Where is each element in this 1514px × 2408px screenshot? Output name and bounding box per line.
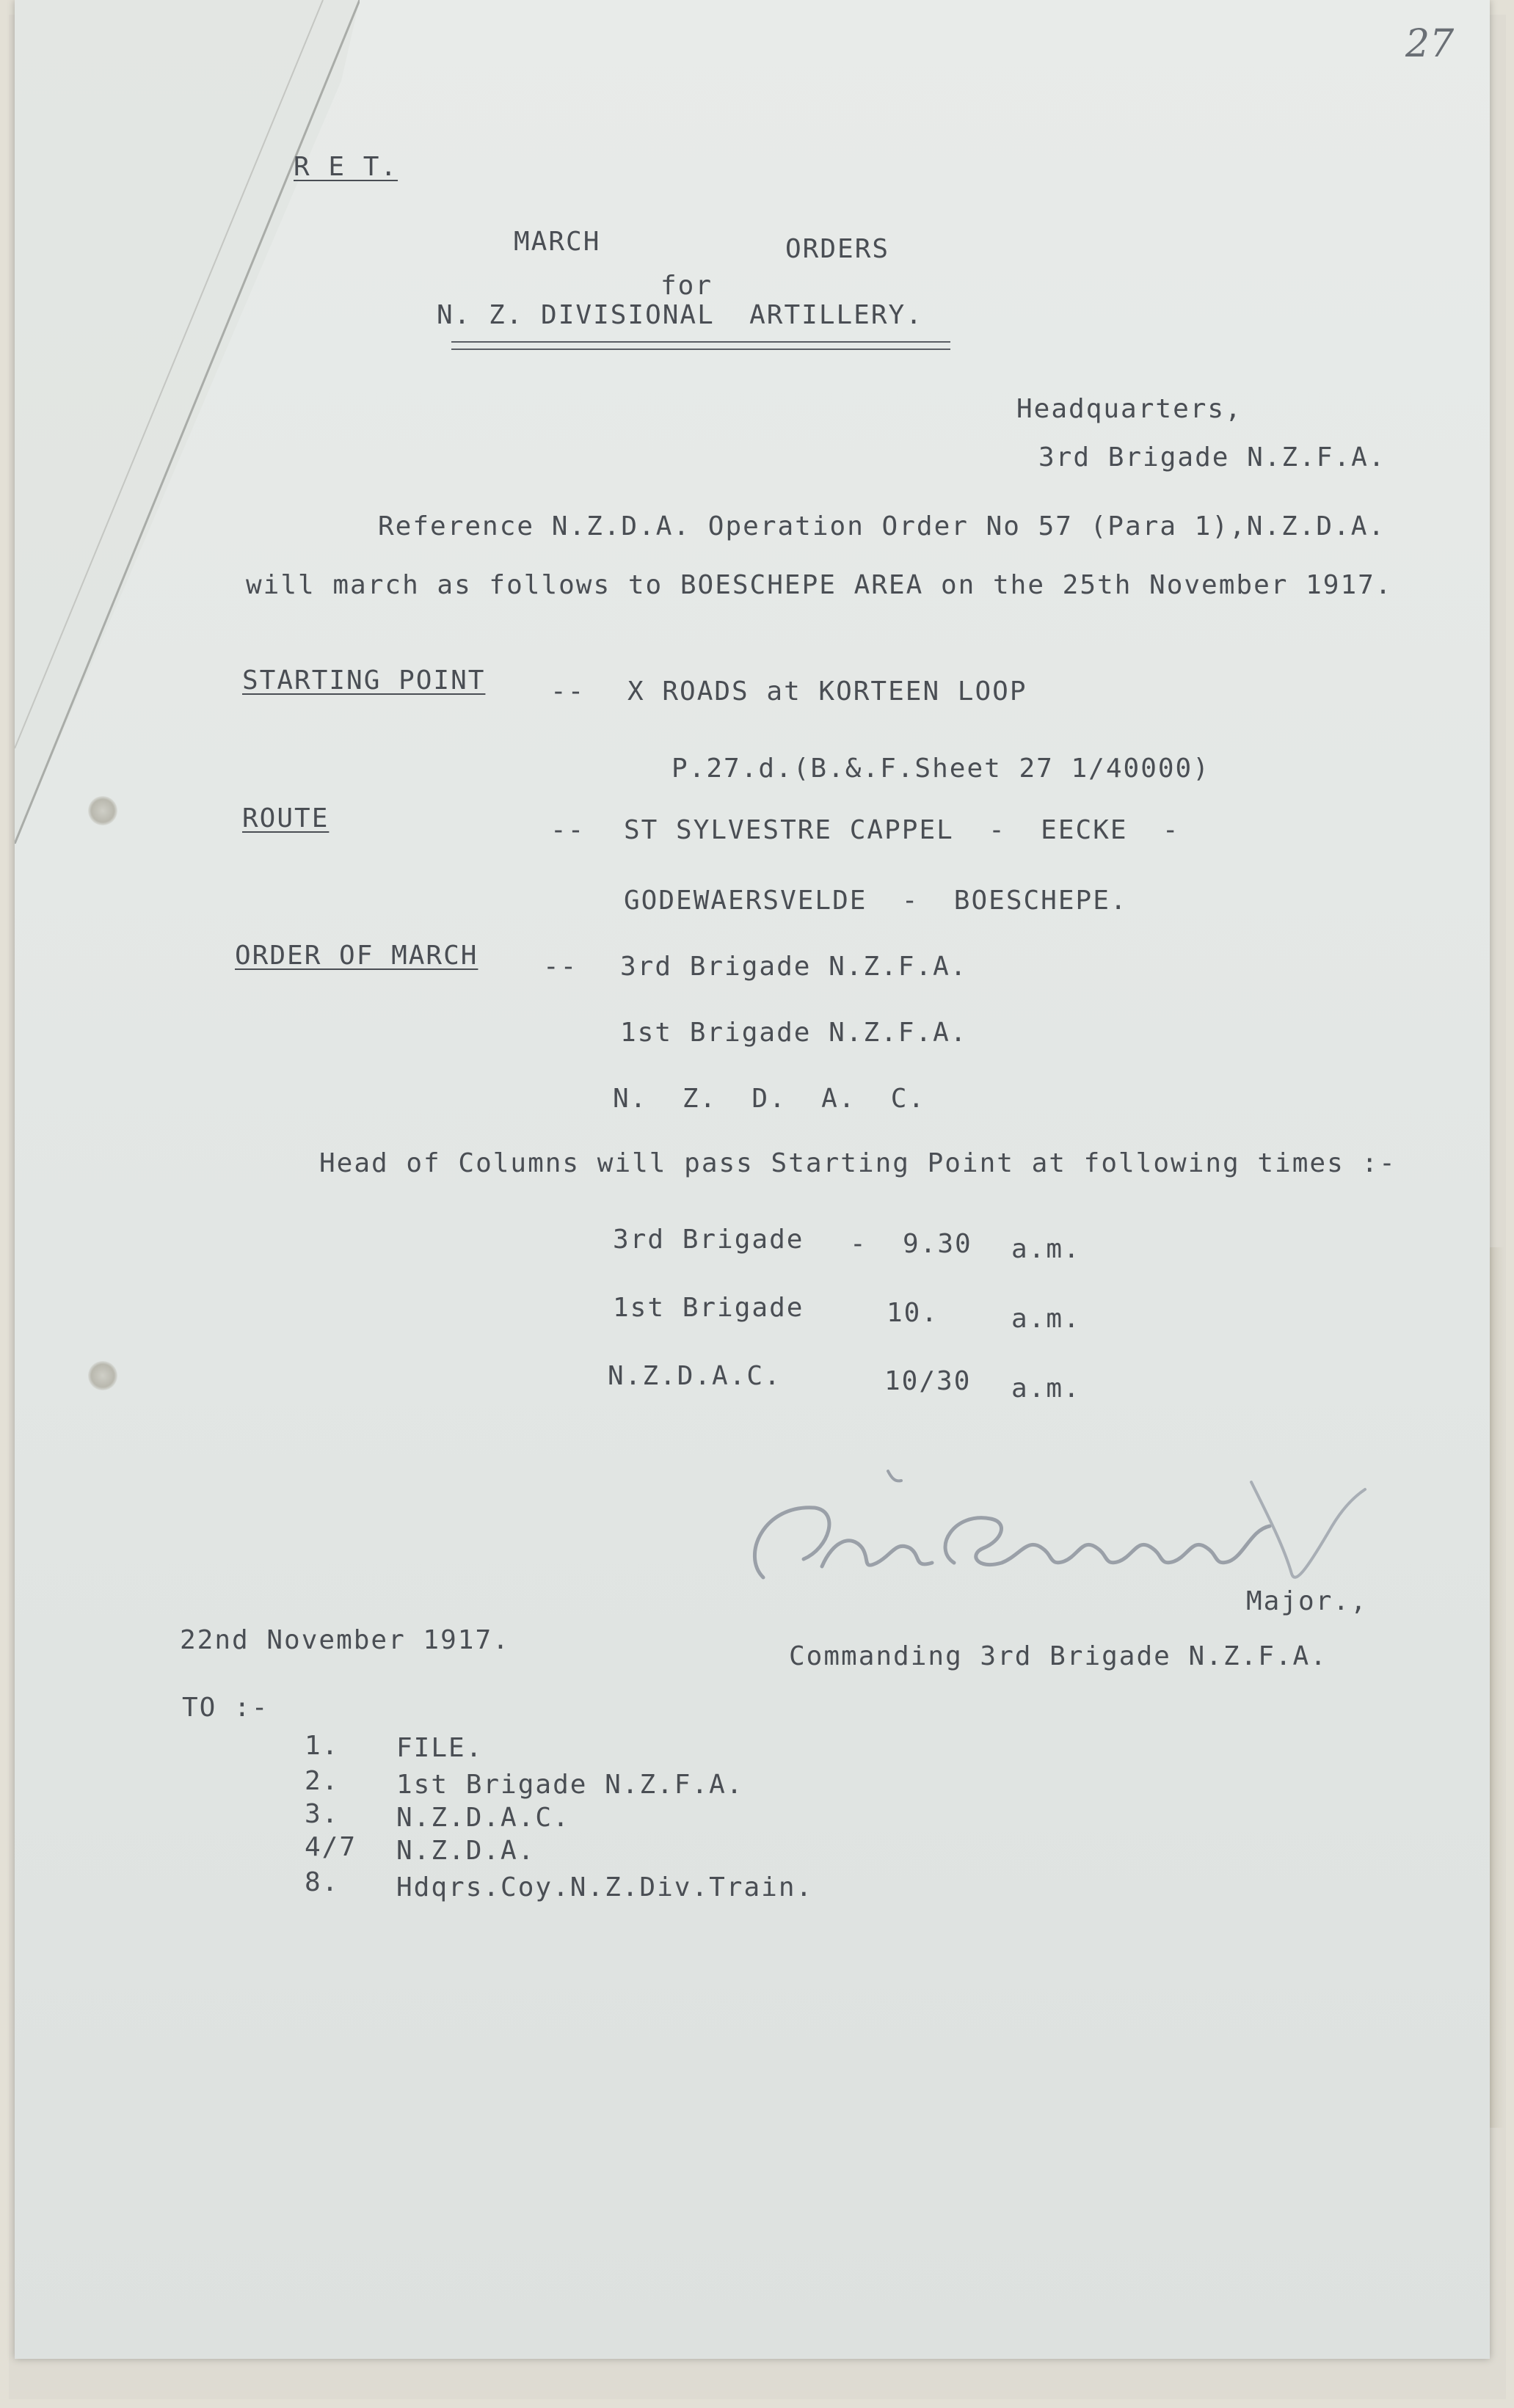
signature-appointment: Commanding 3rd Brigade N.Z.F.A. (789, 1641, 1328, 1671)
title-word-march: MARCH (514, 227, 601, 257)
time-ampm: a.m. (1011, 1304, 1081, 1334)
distribution-item-text: N.Z.D.A.C. (396, 1803, 570, 1833)
time-ampm: a.m. (1011, 1373, 1081, 1404)
distribution-item-text: N.Z.D.A. (396, 1836, 536, 1866)
punch-hole (88, 1361, 117, 1390)
distribution-item-number: 4/7 (305, 1832, 357, 1862)
document-page (15, 0, 1490, 2359)
distribution-label: TO :- (182, 1693, 269, 1723)
sender-headquarters: Headquarters, (1016, 394, 1242, 424)
time-value: 10. (887, 1298, 939, 1328)
distribution-item-number: 1. (305, 1731, 340, 1761)
title-word-for: for (660, 271, 713, 301)
order-of-march-line-1: 3rd Brigade N.Z.F.A. (620, 952, 968, 982)
times-intro: Head of Columns will pass Starting Point at following times :- (319, 1148, 1397, 1178)
time-value: 10/30 (884, 1366, 972, 1396)
time-unit: N.Z.D.A.C. (608, 1361, 782, 1391)
section-heading-route: ROUTE (242, 803, 330, 833)
section-dash: -- (550, 815, 586, 845)
route-line-2: GODEWAERSVELDE - BOESCHEPE. (624, 886, 1128, 916)
route-line-1: ST SYLVESTRE CAPPEL - EECKE - (624, 815, 1180, 845)
time-ampm: a.m. (1011, 1234, 1081, 1264)
intro-line-1: Reference N.Z.D.A. Operation Order No 57 (Para 1),N.Z.D.A. (378, 511, 1386, 541)
title-underline-top (451, 341, 950, 343)
classification-heading: R E T. (294, 152, 398, 182)
distribution-item-text: 1st Brigade N.Z.F.A. (396, 1770, 744, 1800)
title-word-orders: ORDERS (785, 234, 890, 264)
section-heading-starting-point: STARTING POINT (242, 665, 486, 696)
distribution-item-number: 2. (305, 1766, 340, 1796)
starting-point-line-1: X ROADS at KORTEEN LOOP (627, 676, 1027, 707)
title-underline-bottom (451, 349, 950, 350)
signature-rank: Major., (1246, 1586, 1368, 1616)
intro-line-2: will march as follows to BOESCHEPE AREA on the 25th November 1917. (246, 570, 1393, 600)
time-unit: 1st Brigade (613, 1293, 804, 1323)
edge-stain (1490, 1247, 1504, 2128)
distribution-item-number: 3. (305, 1799, 340, 1829)
starting-point-line-2: P.27.d.(B.&.F.Sheet 27 1/40000) (672, 754, 1210, 784)
distribution-item-text: FILE. (396, 1733, 484, 1763)
folded-corner (15, 0, 360, 844)
page-number: 27 (1405, 22, 1455, 66)
time-unit: 3rd Brigade (613, 1225, 804, 1255)
section-heading-order-of-march: ORDER OF MARCH (235, 941, 478, 971)
order-of-march-line-3: N. Z. D. A. C. (613, 1084, 926, 1114)
order-of-march-line-2: 1st Brigade N.Z.F.A. (620, 1018, 968, 1048)
document-date: 22nd November 1917. (180, 1625, 510, 1655)
section-dash: -- (543, 952, 578, 982)
section-dash: -- (550, 676, 586, 707)
title-unit: N. Z. DIVISIONAL ARTILLERY. (437, 300, 923, 330)
distribution-item-text: Hdqrs.Coy.N.Z.Div.Train. (396, 1872, 814, 1902)
punch-hole (88, 796, 117, 825)
time-value: 9.30 (903, 1229, 972, 1259)
distribution-item-number: 8. (305, 1867, 340, 1897)
time-dash: - (850, 1229, 867, 1259)
sender-brigade: 3rd Brigade N.Z.F.A. (1038, 442, 1386, 473)
